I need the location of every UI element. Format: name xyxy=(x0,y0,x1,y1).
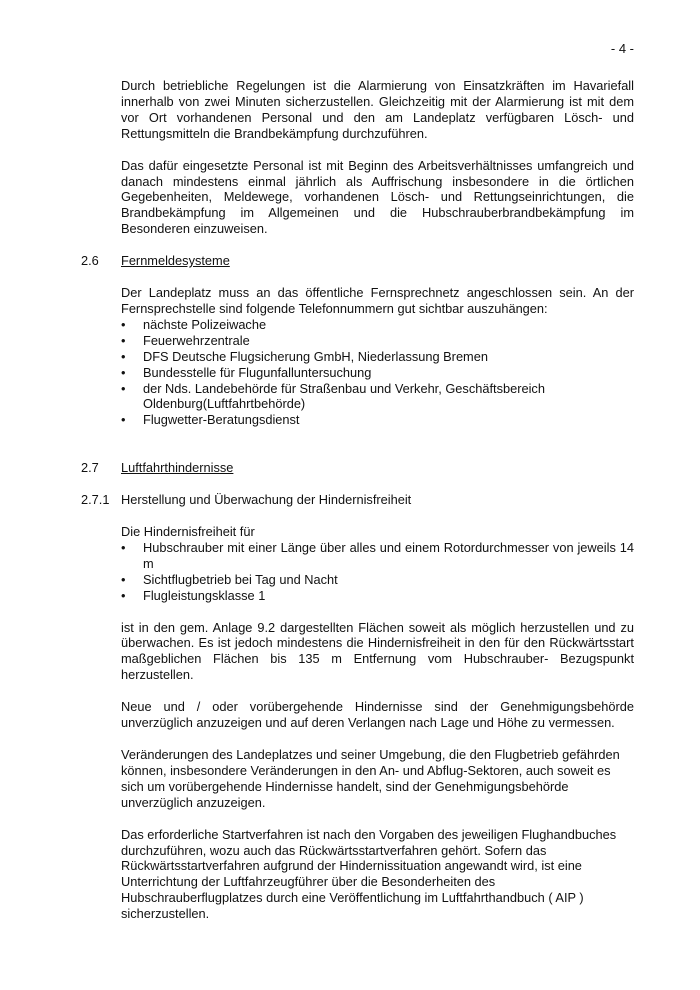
section-2-6-paragraph: Der Landeplatz muss an das öffentliche Fernsprechnetz angeschlossen sein. An der Fernsprechstelle sind folgende Telefonnummern gut sichtbar auszuhängen: xyxy=(121,285,634,316)
section-title: Fernmeldesysteme xyxy=(121,253,230,269)
list-item: • Flugwetter-Beratungsdienst xyxy=(121,412,634,428)
phone-numbers-list xyxy=(121,317,634,428)
list-item: • Bundesstelle für Flugunfalluntersuchung xyxy=(121,365,634,381)
document-body xyxy=(81,78,634,922)
takeoff-procedure-paragraph: Das erforderliche Startverfahren ist nach den Vorgaben des jeweiligen Flughandbuches durchzuführen, wozu auch das Rückwärtsstartverfahren gehört. Sofern das Rückwärtsstartverfahren aufgrund der Hindernissituation angewandt wird, ist eine Unterrichtung der Luftfahrzeugführer über die Besonderheiten des Hubschrauberflugplatzes durch eine Veröffentlichung im Luftfahrthandbuch ( AIP ) sicherzustellen. xyxy=(121,826,617,922)
section-2-6-body xyxy=(121,285,634,428)
list-item: • DFS Deutsche Flugsicherung GmbH, Niederlassung Bremen xyxy=(121,349,634,365)
section-title: Herstellung und Überwachung der Hindernisfreiheit xyxy=(121,492,412,508)
list-item: • Feuerwehrzentrale xyxy=(121,333,634,349)
obstacle-freedom-paragraph: ist in den gem. Anlage 9.2 dargestellten Flächen soweit als möglich herzustellen und zu überwachen. Es ist jedoch mindestens die Hindernisfreiheit in den für den Rückwärtsstart maßgeblichen Flächen bis 135 m Entfernung vom Hubschrauber- Bezugspunkt herzustellen. xyxy=(121,619,634,683)
list-item: • nächste Polizeiwache xyxy=(121,317,634,333)
list-item: • Sichtflugbetrieb bei Tag und Nacht xyxy=(121,572,634,588)
intro-paragraph-alarm: Durch betriebliche Regelungen ist die Alarmierung von Einsatzkräften im Havariefall innerhalb von zwei Minuten sicherzustellen. Gleichzeitig mit der Alarmierung ist mit dem vor Ort vorhandenen Personal und den am Landeplatz verfügbaren Lösch- und Rettungsmitteln die Brandbekämpfung durchzuführen. xyxy=(121,78,634,141)
intro-paragraph-training: Das dafür eingesetzte Personal ist mit Beginn des Arbeitsverhältnisses umfangreich und danach mindestens einmal jährlich als Auffrischung insbesondere in die örtlichen Gegebenheiten, Meldewege, vorhandenen Lösch- und Rettungseinrichtungen, die Brandbekämpfung im Allgemeinen und die Hubschrauberbrandbekämpfung im Besonderen einzuweisen. xyxy=(121,157,634,237)
new-obstacles-paragraph: Neue und / oder vorübergehende Hindernisse sind der Genehmigungsbehörde unverzüglich anzuzeigen und auf deren Verlangen nach Lage und Höhe zu vermessen. xyxy=(121,699,634,731)
obstacle-freedom-intro: Die Hindernisfreiheit für xyxy=(121,524,255,540)
section-number: 2.6 xyxy=(81,253,99,269)
list-item: • Flugleistungsklasse 1 xyxy=(121,588,634,604)
section-2-7-heading xyxy=(81,460,634,476)
section-number: 2.7.1 xyxy=(81,492,110,508)
section-2-7-1-heading xyxy=(81,492,634,508)
changes-paragraph: Veränderungen des Landeplatzes und seiner Umgebung, die den Flugbetrieb gefährden können, insbesondere Veränderungen in den An- und Abflug-Sektoren, auch soweit es sich um vorübergehende Hindernisse handelt, sind der Genehmigungsbehörde unverzüglich anzuzeigen. xyxy=(121,747,620,810)
obstacle-criteria-list xyxy=(121,540,634,604)
section-2-7-1-body xyxy=(121,524,634,922)
section-number: 2.7 xyxy=(81,460,99,476)
list-item: • Hubschrauber mit einer Länge über alles und einem Rotordurchmesser von jeweils 14 m xyxy=(121,540,634,572)
list-item: • der Nds. Landebehörde für Straßenbau und Verkehr, Geschäftsbereich Oldenburg(Luftfahrtbehörde) xyxy=(121,381,634,413)
page-number: - 4 - xyxy=(610,41,634,56)
intro-section xyxy=(121,78,634,237)
section-title: Luftfahrthindernisse xyxy=(121,460,234,476)
section-2-6-heading xyxy=(81,253,634,269)
